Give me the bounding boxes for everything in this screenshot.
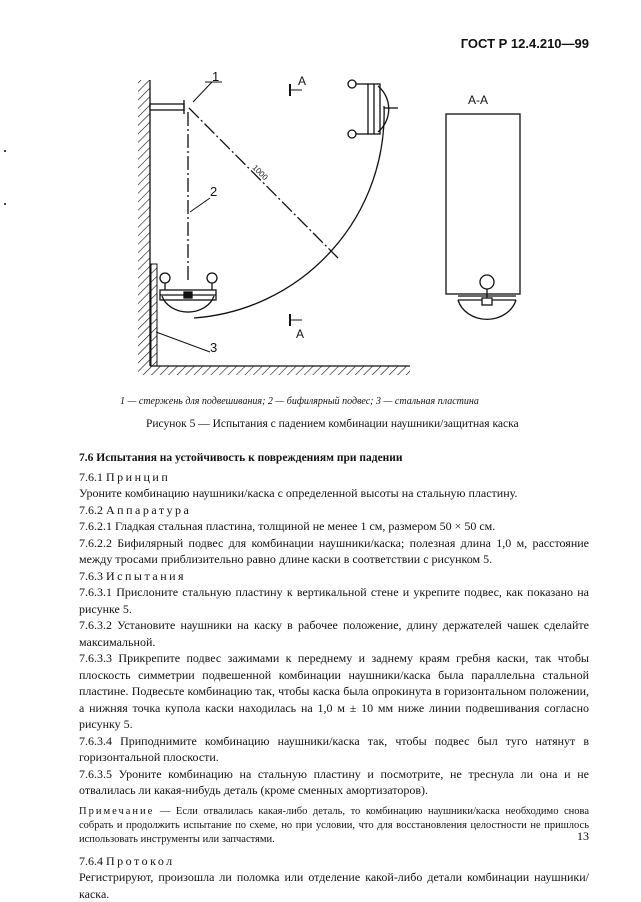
- main-text: [79, 450, 589, 902]
- paragraph: 7.6.3.2 Установите наушники на каску в рабочее положение, длину держателей чашек сделайте максимальной.: [79, 618, 589, 649]
- figure-caption: Рисунок 5 — Испытания с падением комбинации наушники/защитная каска: [146, 418, 519, 430]
- subsection-heading: 7.6.2 Аппаратура: [79, 502, 192, 517]
- test-figure: [0, 0, 641, 396]
- figure-legend: 1 — стержень для подвешивания; 2 — бифилярный подвес; 3 — стальная пластина: [120, 396, 479, 407]
- steel-plate: [151, 264, 157, 366]
- paragraph: 7.6.2.2 Бифилярный подвес для комбинации наушники/каска; полезная длина 1,0 м, расстояние между тросами приблизительно равно длине каски в соответствии с рисунком 5.: [79, 535, 589, 566]
- section-aa-title: A-A: [468, 93, 489, 107]
- section-mark-bottom: [290, 314, 302, 326]
- wall: [138, 80, 150, 366]
- label-1: 1: [212, 69, 220, 84]
- paragraph: 7.6.3.3 Прикрепите подвес зажимами к переднему и заднему краям гребня каски, так чтобы плоскость симметрии подвешенной комбинации наушники/каска была параллельна стальной пластине. Подвесьте комбинацию так, чтобы каска была опрокинута в горизонтальном положении, а нижняя точка купола каски находилась на 1,0 м ± 10 мм ниже линии подвешивания согласно рисунку 5.: [79, 651, 589, 731]
- wire-radius: [189, 108, 338, 258]
- section-a-top: A: [298, 74, 307, 88]
- paragraph: Регистрируют, произошла ли поломка или отделение какой-либо детали комбинации наушники/каска.: [79, 870, 589, 901]
- paragraph: 7.6.3.1 Прислоните стальную пластину к вертикальной стене и укрепите подвес, как показано на рисунке 5.: [79, 585, 589, 616]
- floor: [138, 366, 410, 375]
- subsection-heading: 7.6.3 Испытания: [79, 568, 187, 583]
- page-number: 13: [577, 829, 589, 843]
- section-a-bottom: A: [296, 327, 305, 341]
- paragraph: 7.6.3.5 Уроните комбинацию на стальную пластину и посмотрите, не треснула ли она и не отвалилась ли какая-нибудь деталь (кроме сменных амортизаторов).: [79, 766, 589, 797]
- helmet-top: [348, 80, 398, 138]
- document-header: ГОСТ Р 12.4.210—99: [460, 36, 589, 51]
- paragraph: 7.6.2.1 Гладкая стальная пластина, толщиной не менее 1 см, размером 50 × 50 см.: [79, 519, 496, 533]
- section-view-aa: [446, 114, 520, 319]
- paragraph: 7.6.3.4 Приподнимите комбинацию наушники/каска так, чтобы подвес был туго натянут в горизонтальной плоскости.: [79, 733, 589, 764]
- note: Примечание — Если отвалилась какая-либо деталь, то комбинацию наушники/каска необходимо снова собрать и продолжить испытание по схеме, но при условии, что для восстановления целостности не пришлось использовать инструменты или запчастями.: [79, 805, 589, 845]
- subsection-heading: 7.6.4 Протокол: [79, 853, 175, 868]
- section-heading: 7.6 Испытания на устойчивость к повреждениям при падении: [79, 452, 403, 464]
- label-2: 2: [210, 184, 218, 199]
- dimension-label: 1000: [250, 163, 270, 182]
- suspension-rod: [150, 100, 184, 114]
- label-3: 3: [210, 340, 218, 355]
- swing-arc: [194, 106, 384, 318]
- subsection-heading: 7.6.1 Принцип: [79, 469, 171, 484]
- paragraph: Уроните комбинацию наушники/каска с определенной высоты на стальную пластину.: [79, 486, 518, 500]
